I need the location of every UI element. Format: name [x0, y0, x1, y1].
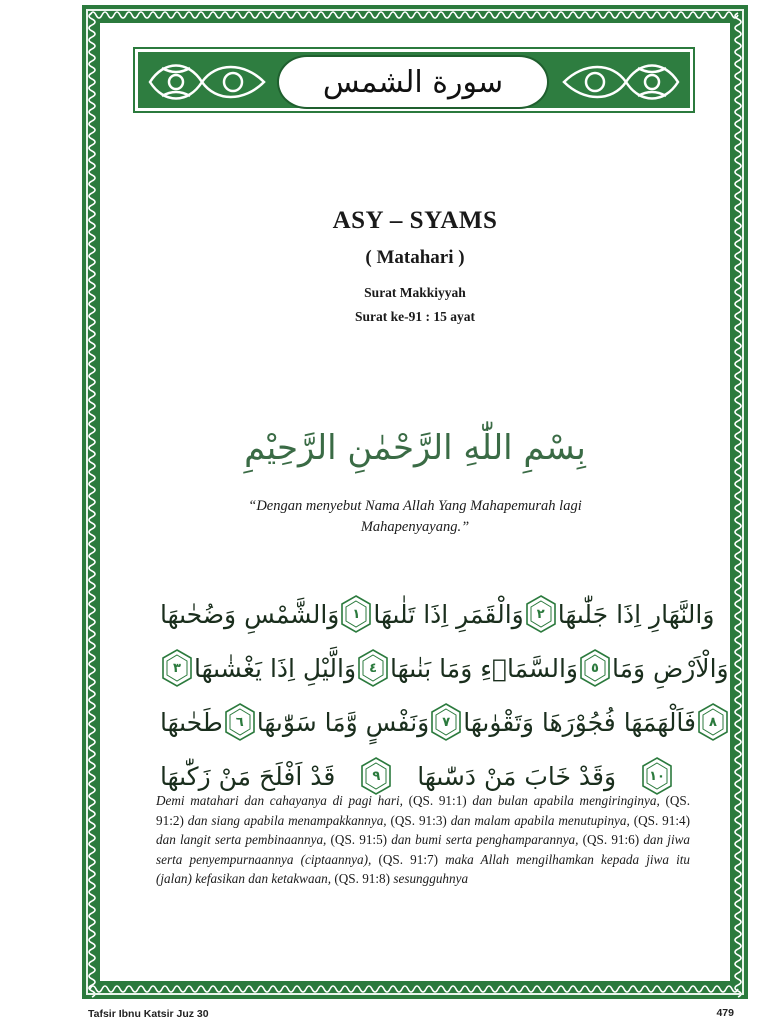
basmalah-arabic: بِسْمِ اللّٰهِ الرَّحْمٰنِ الرَّحِيْمِ: [244, 428, 586, 468]
verse-reference: (QS. 91:4): [633, 812, 691, 828]
ayah-number: ٦: [235, 714, 244, 730]
ayah-text: وَنَفْسٍ وَّمَا سَوّٰىهَا: [256, 707, 430, 737]
ayah-number-medallion: [429, 703, 463, 741]
ayah-number: ٢: [536, 606, 545, 622]
ayah-number-medallion: [640, 757, 674, 795]
verse-reference: (QS. 91:8): [334, 871, 391, 886]
ayah-line: [160, 587, 715, 641]
ayah-text: وَالْقَمَرِ اِذَا تَلٰىهَا: [373, 599, 524, 629]
ayah-line: [160, 641, 729, 695]
ayah-number: ٩: [372, 768, 381, 784]
ayah-text: طَحٰىهَا: [160, 707, 223, 737]
translation-text: maka Allah mengilhamkan kepada jiwa itu (jalan) kefasikan dan ketakwaan,: [156, 851, 690, 886]
translation-text: dan bumi serta penghamparannya,: [387, 832, 583, 847]
ayah-number-medallion: [356, 649, 390, 687]
ayah-number-medallion: [359, 757, 393, 795]
footer-book-title: Tafsir Ibnu Katsir Juz 30: [88, 1008, 209, 1020]
page-number: 479: [716, 1007, 734, 1019]
ayah-text: وَالْاَرْضِ وَمَا: [611, 653, 729, 683]
arabesque-ornament-left: [144, 56, 272, 108]
ayah-number: ٨: [709, 714, 717, 730]
basmalah-translation: “Dengan menyebut Nama Allah Yang Mahapemurah lagi Mahapenyayang.”: [248, 498, 582, 535]
surah-title: ASY – SYAMS: [332, 207, 498, 234]
ayah-number-medallion: [223, 703, 257, 741]
verse-reference: (QS. 91:2): [156, 793, 690, 828]
translation-text: dan langit serta pembinaannya,: [156, 832, 331, 847]
ayah-text: وَالنَّهَارِ اِذَا جَلّٰىهَا: [557, 599, 715, 629]
ayah-number: ٣: [173, 660, 181, 676]
surah-meaning: ( Matahari ): [365, 247, 465, 268]
ayah-number-medallion: [696, 703, 730, 741]
ayah-number: ١: [352, 606, 361, 622]
translation-text: dan siang apabila menampakkannya,: [183, 812, 391, 828]
ayat-translation: [156, 791, 690, 889]
verse-reference: (QS. 91:3): [390, 812, 447, 828]
banner-fill: [138, 52, 690, 108]
arabesque-ornament-right: [556, 56, 684, 108]
ayat-arabic-block: [160, 587, 729, 803]
ayah-number: ٧: [442, 714, 451, 730]
ayah-number-medallion: [339, 595, 373, 633]
translation-text: Demi matahari dan cahayanya di pagi hari,: [156, 793, 409, 808]
verse-reference: (QS. 91:7): [378, 851, 438, 867]
translation-text: sesungguhnya: [390, 871, 469, 886]
verse-reference: (QS. 91:6): [582, 832, 640, 847]
page-content: [100, 23, 730, 981]
ayah-text: فَاَلْهَمَهَا فُجُوْرَهَا وَتَقْوٰىهَا: [463, 707, 696, 737]
surah-name-cartouche: [277, 55, 549, 109]
verse-reference: (QS. 91:5): [330, 832, 388, 847]
ayah-text: وَالَّيْلِ اِذَا يَغْشٰىهَا: [194, 653, 357, 683]
ayah-number: ٤: [369, 660, 378, 676]
ayah-text: وَقَدْ خَابَ مَنْ دَسّٰىهَا: [417, 761, 617, 791]
ayah-number-medallion: [524, 595, 558, 633]
ayah-number: ١٠: [649, 768, 665, 784]
ayah-number-medallion: [160, 649, 194, 687]
verse-reference: (QS. 91:1): [408, 793, 467, 808]
translation-text: dan jiwa serta penyempurnaannya (ciptaannya),: [156, 832, 690, 867]
ayah-line: [160, 695, 717, 749]
surah-info: Surat ke-91 : 15 ayat: [355, 309, 475, 324]
surah-header-banner: [133, 47, 695, 113]
translation-text: dan bulan apabila mengiringinya,: [466, 793, 666, 808]
ayah-text: وَالسَّمَاۤءِ وَمَا بَنٰىهَا: [390, 653, 578, 683]
ayah-number-medallion: [578, 649, 612, 687]
ayah-text: قَدْ اَفْلَحَ مَنْ زَكّٰىهَا: [160, 761, 336, 791]
ayah-text: وَالشَّمْسِ وَضُحٰىهَا: [160, 599, 340, 629]
surah-type: Surat Makkiyyah: [364, 285, 466, 300]
page-border-frame: [82, 5, 748, 999]
surah-name-arabic: سورة الشمس: [322, 64, 504, 100]
translation-text: dan malam apabila menutupinya,: [446, 812, 634, 828]
ayah-number: ٥: [591, 660, 599, 676]
